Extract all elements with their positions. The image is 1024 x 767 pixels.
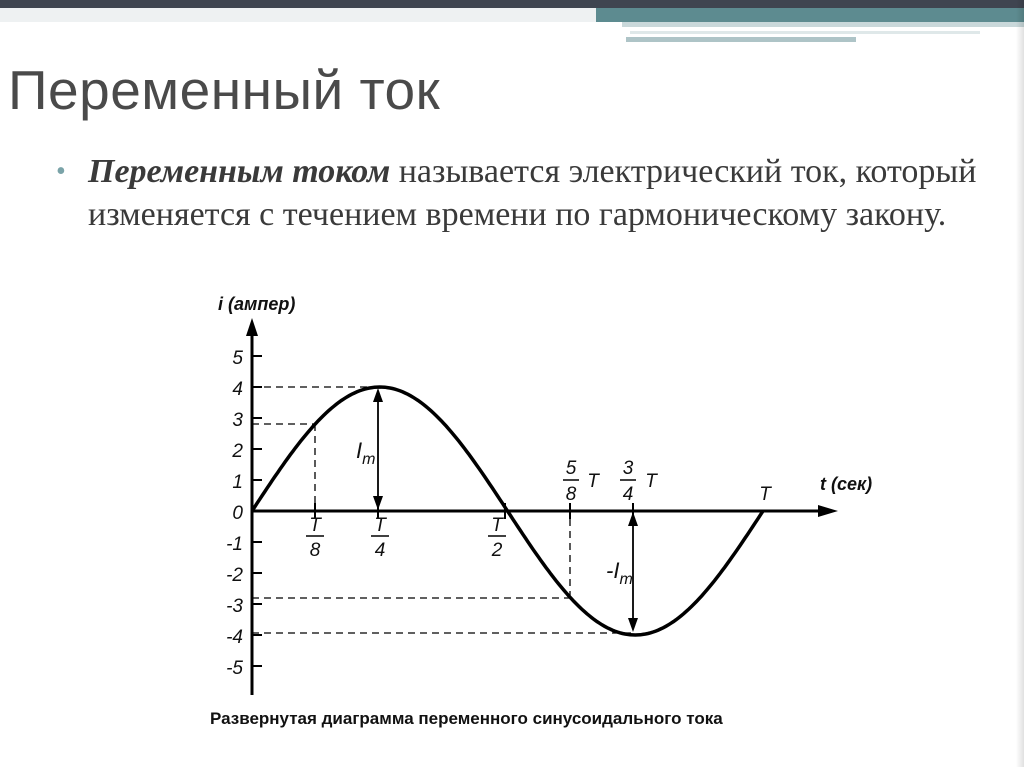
amplitude-arrow [373,388,383,510]
y-tick-label: 5 [232,348,243,369]
x-label-t34-num: 3 [622,458,634,479]
y-tick-label: 0 [232,503,243,524]
bullet-icon: • [56,156,66,187]
neg-amplitude-label: $-I_m$ [606,558,633,588]
y-axis-title: i (ампер) [218,294,296,314]
x-label-t34-den: 4 [622,484,634,505]
amplitude-label: $I_m$ [356,438,376,468]
y-tick-label: -1 [226,534,243,555]
bullet-definition: называется электрический ток, который изменяется с течением времени по гармоническому закону. [88,153,977,233]
x-label-t2-den: 2 [491,540,503,561]
x-axis-title: t (сек) [820,474,873,494]
x-label-t4-den: 4 [374,540,386,561]
x-label-t58-num: 5 [565,458,577,479]
y-tick-label: -2 [226,565,243,586]
x-label-t-end: T [759,484,771,505]
y-tick-label: 1 [232,472,243,493]
x-label-t58-den: 8 [565,484,577,505]
y-tick-label: -4 [226,627,243,648]
y-tick-label: 2 [232,441,243,462]
x-axis-arrow [818,505,838,517]
diagram-caption: Развернутая диаграмма переменного синусоидального тока [210,709,723,728]
y-tick-label: -3 [226,596,243,617]
bullet-term: Переменным током [88,153,391,190]
y-tick-label: -5 [226,658,243,679]
x-label-t4-num: T [374,515,386,536]
y-tick-label: 4 [232,379,243,400]
x-label-t58-T: T [587,471,599,492]
x-label-t8-den: 8 [309,540,321,561]
y-tick-label: 3 [232,410,243,431]
x-label-t8-num: T [309,515,321,536]
y-tick-labels [226,348,243,679]
x-label-t2-num: T [491,515,503,536]
page-title: Переменный ток [8,59,441,121]
x-label-t34-T: T [645,471,657,492]
y-axis-arrow [246,318,258,336]
